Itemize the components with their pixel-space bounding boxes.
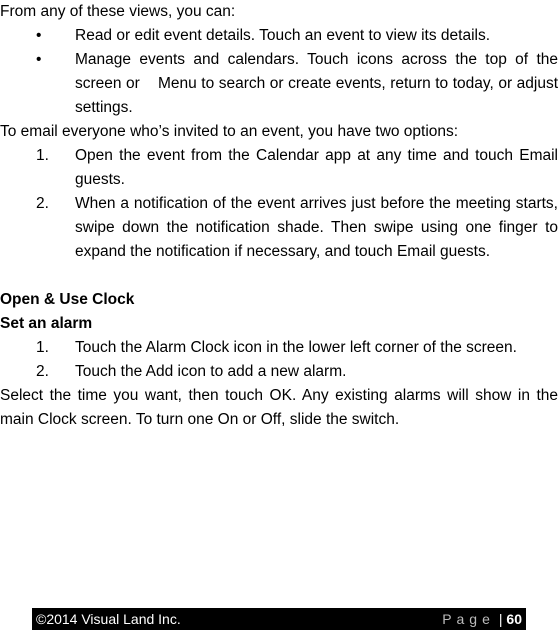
alarm-steps-list [0, 336, 560, 384]
step-text: Touch the Add icon to add a new alarm. [75, 363, 347, 380]
bullet-icon: • [36, 27, 42, 44]
closing-paragraph: Select the time you want, then touch OK. Any existing alarms will show in the main Clock screen. To turn one On or Off, slide the switch. [0, 387, 558, 428]
blank-line [0, 264, 560, 288]
numbered-item [0, 192, 560, 264]
email-paragraph: To email everyone who’s invited to an event, you have two options: [0, 123, 459, 140]
section-heading: Open & Use Clock [0, 291, 135, 308]
page-footer [32, 608, 526, 630]
page-label: Page [442, 611, 495, 627]
step-number: 2. [36, 195, 49, 212]
intro-text: From any of these views, you can: [0, 3, 236, 20]
page-number: 60 [506, 611, 522, 627]
bullet-text: Manage events and calendars. Touch icons across the top of the screen or Menu to search or create events, return to today, or adjust settings. [75, 51, 558, 116]
numbered-item [0, 360, 560, 384]
step-text: Touch the Alarm Clock icon in the lower left corner of the screen. [75, 339, 517, 356]
numbered-item [0, 336, 560, 360]
step-text: Open the event from the Calendar app at any time and touch Email guests. [75, 147, 558, 188]
copyright-text: ©2014 Visual Land Inc. [36, 611, 181, 627]
page-indicator [442, 608, 522, 630]
bullet-item [0, 24, 560, 48]
options-bullet-list [0, 24, 560, 120]
step-number: 1. [36, 339, 49, 356]
step-number: 2. [36, 363, 49, 380]
bullet-text: Read or edit event details. Touch an event to view its details. [75, 27, 491, 44]
step-text: When a notification of the event arrives just before the meeting starts, swipe down the notification shade. Then swipe using one finger to expand the notification if necessary, and touch Email guests. [75, 195, 558, 260]
email-steps-list [0, 144, 560, 264]
bullet-item [0, 48, 560, 120]
step-number: 1. [36, 147, 49, 164]
sub-heading: Set an alarm [0, 315, 93, 332]
numbered-item [0, 144, 560, 192]
bullet-icon: • [36, 51, 42, 68]
page-separator: | [498, 611, 503, 627]
